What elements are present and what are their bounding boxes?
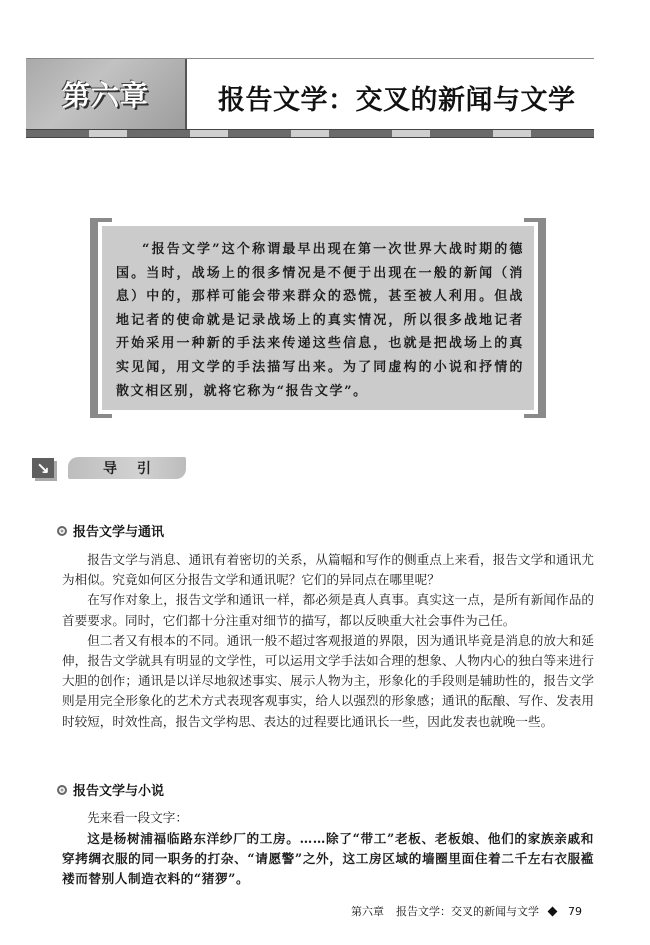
circle-bullet-icon: [57, 526, 67, 536]
stripe-segment: [493, 130, 531, 137]
stripe-segment: [89, 130, 127, 137]
paragraph: 报告文学与消息、通讯有着密切的关系，从篇幅和写作的侧重点上来看，报告文学和通讯尤为相似。究竟如何区分报告文学和通讯呢？它们的异同点在哪里呢？: [62, 552, 594, 588]
footer-title: 报告文学：交叉的新闻与文学: [396, 905, 539, 918]
intro-panel: [102, 226, 534, 410]
stripe-segment: [127, 130, 190, 137]
section-heading-text: 报告文学与通讯: [73, 525, 165, 540]
quote-text: 这是杨树浦福临路东洋纱厂的工房。……除了“带工”老板、老板娘、他们的家族亲戚和穿拷绸衣服的同一职务的打杂、“请愿警”之外，这工房区域的墙圈里面住着二千左右衣服褴褛而替别人制造衣料的“猪猡”。: [62, 831, 594, 887]
guide-tab: [32, 456, 186, 480]
section-body-tongxun: [62, 550, 594, 732]
chapter-header: [26, 58, 594, 138]
diamond-icon: [548, 906, 558, 916]
stripe-segment: [329, 130, 392, 137]
stripe-segment: [392, 130, 430, 137]
stripe-segment: [190, 130, 228, 137]
circle-bullet-icon: [57, 785, 67, 795]
section-body-xiaoshuo: [62, 808, 594, 828]
stripe-segment: [26, 130, 89, 137]
section-heading-tongxun: [57, 521, 164, 540]
bracket-left-top: [90, 218, 112, 222]
page-number: 79: [568, 904, 582, 918]
stripe-segment: [291, 130, 329, 137]
paragraph: 先来看一段文字：: [87, 810, 188, 825]
header-stripe: [26, 129, 594, 138]
intro-box: [90, 218, 546, 418]
page-footer: [351, 903, 582, 919]
chapter-label: 第六章: [61, 79, 149, 112]
stripe-segment: [228, 130, 291, 137]
chapter-title: 报告文学：交叉的新闻与文学: [218, 85, 576, 116]
intro-text: “报告文学”这个称谓最早出现在第一次世界大战时期的德国。当时，战场上的很多情况是不便于出现在一般的新闻（消息）中的，那样可能会带来群众的恐慌，甚至被人利用。但战地记者的使命就是记录战场上的真实情况，所以很多战地记者开始采用一种新的手法来传递这些信息，也就是把战场上的真实见闻，用文学的手法描写出来。为了同虚构的小说和抒情的散文相区别，就将它称为“报告文学”。: [116, 242, 524, 399]
section-heading-text: 报告文学与小说: [73, 784, 165, 799]
arrow-down-right-icon: ↘: [32, 458, 54, 478]
bracket-right-bottom: [524, 414, 546, 418]
chapter-label-box: [26, 59, 187, 129]
stripe-segment: [531, 130, 594, 137]
footer-chapter: 第六章: [351, 905, 384, 918]
guide-label: 导引: [103, 461, 171, 477]
bracket-right: [538, 218, 546, 418]
section-heading-xiaoshuo: [57, 780, 164, 799]
guide-label-box: [68, 457, 186, 479]
paragraph: 但二者又有根本的不同。通讯一般不超过客观报道的界限，因为通讯毕竟是消息的放大和延伸，报告文学就具有明显的文学性，可以运用文学手法如合理的想象、人物内心的独白等来进行大胆的创作；通讯是以详尽地叙述事实、展示人物为主，形象化的手段则是辅助性的，报告文学则是用完全形象化的艺术方式表现客观事实，给人以强烈的形象感；通讯的酝酿、写作、发表用时较短，时效性高，报告文学构思、表达的过程要比通讯长一些，因此发表也就晚一些。: [62, 632, 594, 729]
stripe-segment: [430, 130, 493, 137]
bracket-right-top: [524, 218, 546, 222]
paragraph: 在写作对象上，报告文学和通讯一样，都必须是真人真事。真实这一点，是所有新闻作品的首要要求。同时，它们都十分注重对细节的描写，都以反映重大社会事件为己任。: [62, 592, 594, 628]
bracket-left-bottom: [90, 414, 112, 418]
quote-block: [62, 829, 594, 890]
bracket-left: [90, 218, 98, 418]
